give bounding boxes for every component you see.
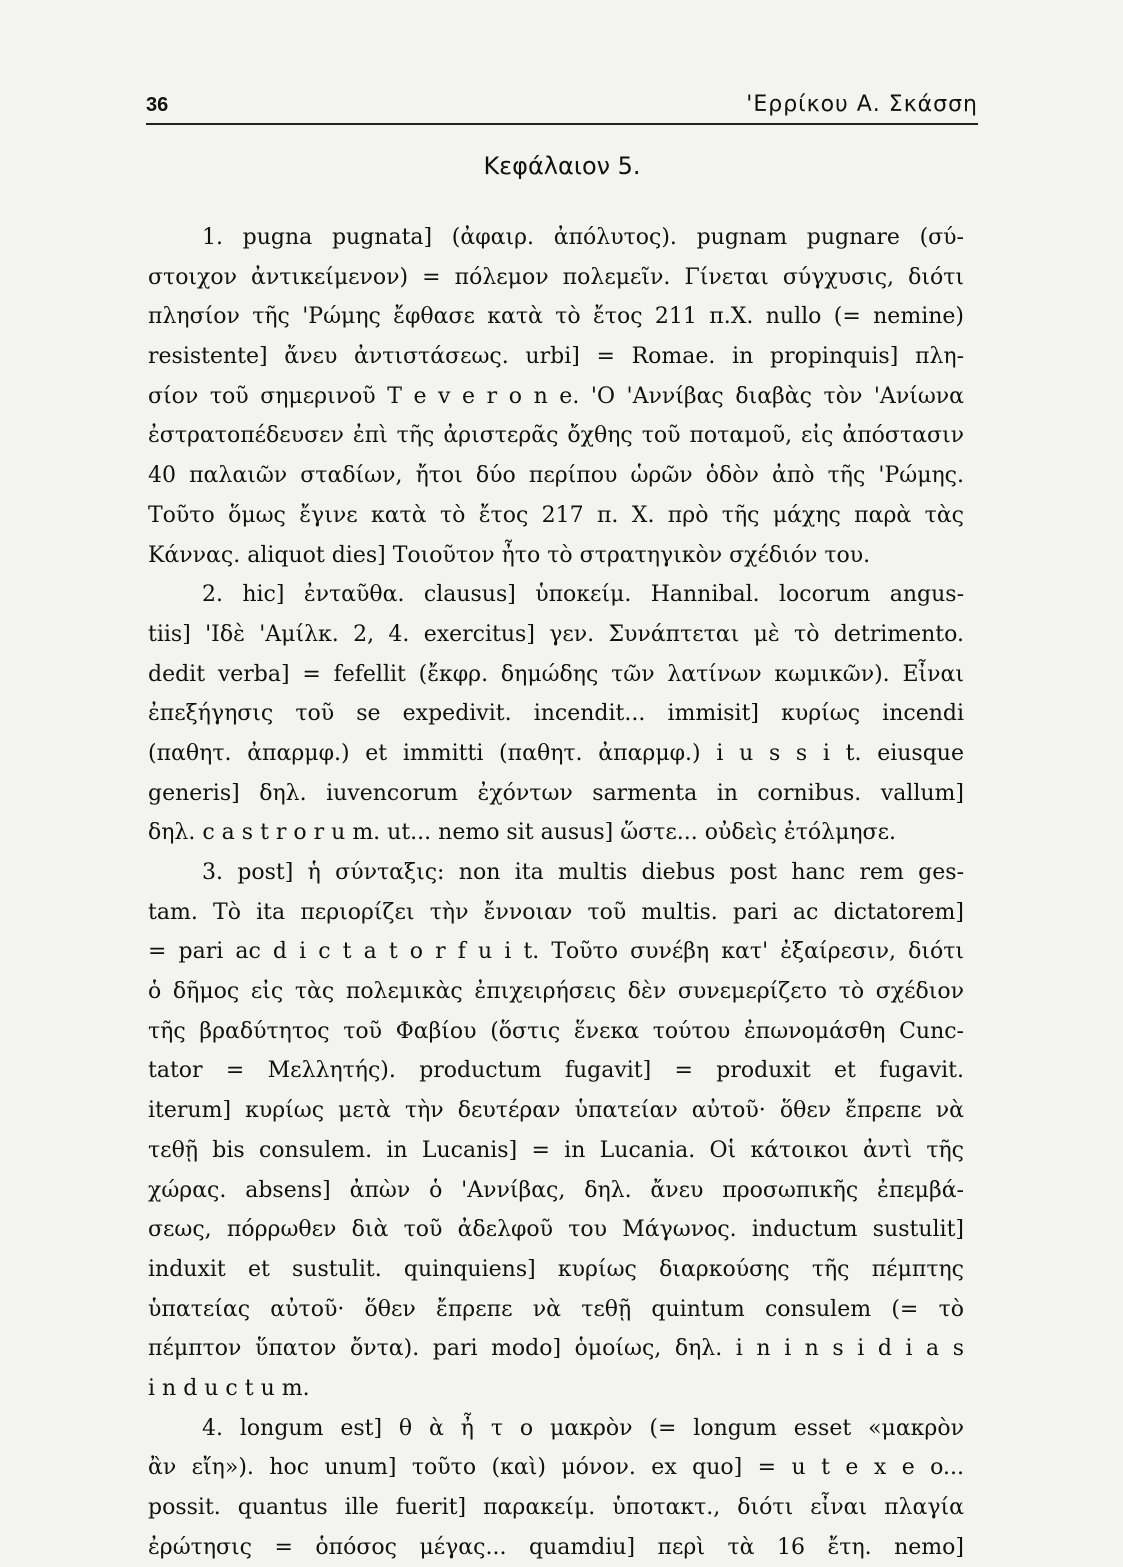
text-line: resistente] ἄνευ ἀντιστάσεως. urbi] = Romae. in propinquis] πλη- — [148, 344, 964, 370]
text-line: 40 παλαιῶν σταδίων, ἤτοι δύο περίπου ὡρῶν ὁδὸν ἀπὸ τῆς 'Ρώμης. — [148, 463, 964, 489]
text-line: Τοῦτο ὅμως ἔγινε κατὰ τὸ ἔτος 217 π. Χ. πρὸ τῆς μάχης παρὰ τὰς — [148, 502, 964, 528]
text-line: possit. quantus ille fuerit] παρακείμ. ὑποτακτ., διότι εἶναι πλαγία — [148, 1495, 964, 1520]
text-line: tator = Μελλητής). productum fugavit] = produxit et fugavit. — [148, 1058, 964, 1084]
text-line: i n d u c t u m. — [148, 1375, 310, 1401]
text-line: tiis] 'Ιδὲ 'Αμίλκ. 2, 4. exercitus] γεν. Συνάπτεται μὲ τὸ detrimento. — [148, 621, 964, 647]
text-line: = pari ac d i c t a t o r f u i t. Τοῦτο συνέβη κατ' ἐξαίρεσιν, διότι — [148, 939, 964, 965]
text-line: 2. hic] ἐνταῦθα. clausus] ὑποκείμ. Hannibal. locorum angus- — [202, 582, 964, 608]
text-line: ἂν εἴη»). hoc unum] τοῦτο (καὶ) μόνον. ex quo] = u t e x e o... — [148, 1455, 964, 1481]
text-line: στοιχον ἀντικείμενον) = πόλεμον πολεμεῖν. Γίνεται σύγχυσις, διότι — [148, 264, 964, 290]
text-line: ἐστρατοπέδευσεν ἐπὶ τῆς ἀριστερᾶς ὄχθης τοῦ ποταμοῦ, εἰς ἀπόστασιν — [148, 423, 964, 449]
text-line: ἐπεξήγησις τοῦ se expedivit. incendit... immisit] κυρίως incendi — [148, 701, 964, 727]
text-line: Κάννας. aliquot dies] Τοιοῦτον ἦτο τὸ στρατηγικὸν σχέδιόν του. — [148, 542, 871, 568]
text-line: σεως, πόρρωθεν διὰ τοῦ ἀδελφοῦ του Μάγωνος. inductum sustulit] — [148, 1217, 964, 1243]
commentary-text — [148, 218, 964, 1567]
text-line: χώρας. absens] ἀπὼν ὁ 'Αννίβας, δηλ. ἄνευ προσωπικῆς ἐπεμβά- — [148, 1177, 964, 1203]
text-line: dedit verba] = fefellit (ἔκφρ. δημώδης τῶν λατίνων κωμικῶν). Εἶναι — [148, 661, 964, 687]
text-line: 1. pugna pugnata] (ἀφαιρ. ἀπόλυτος). pugnam pugnare (σύ- — [202, 225, 964, 250]
running-header — [146, 92, 978, 125]
text-line: ὁ δῆμος εἰς τὰς πολεμικὰς ἐπιχειρήσεις δὲν συνεμερίζετο τὸ σχέδιον — [148, 979, 964, 1005]
text-line: σίον τοῦ σημερινοῦ T e v e r o n e. 'Ο 'Αννίβας διαβὰς τὸν 'Ανίωνα — [148, 383, 964, 409]
text-line: iterum] κυρίως μετὰ τὴν δευτέραν ὑπατείαν αὐτοῦ· ὅθεν ἔπρεπε νὰ — [148, 1098, 964, 1124]
chapter-title: Κεφάλαιον 5. — [483, 152, 641, 180]
text-line: (παθητ. ἀπαρμφ.) et immitti (παθητ. ἀπαρμφ.) i u s s i t. eiusque — [148, 740, 964, 766]
page-number: 36 — [146, 94, 169, 116]
text-line: 3. post] ἡ σύνταξις: non ita multis diebus post hanc rem ges- — [202, 860, 964, 885]
text-line: ἐρώτησις = ὁπόσος μέγας... quamdiu] περὶ τὰ 16 ἔτη. nemo] — [148, 1534, 964, 1560]
text-line: 4. longum est] θ ὰ ἦ τ ο μακρὸν (= longum esset «μακρὸν — [202, 1415, 964, 1441]
running-head-author: 'Ερρίκου Α. Σκάσση — [746, 92, 978, 117]
text-line: τεθῇ bis consulem. in Lucanis] = in Lucania. Οἱ κάτοικοι ἀντὶ τῆς — [148, 1137, 964, 1163]
text-line: πέμπτον ὕπατον ὄντα). pari modo] ὁμοίως, δηλ. i n i n s i d i a s — [148, 1336, 964, 1362]
text-line: δηλ. c a s t r o r u m. ut... nemo sit ausus] ὥστε... οὐδεὶς ἐτόλμησε. — [148, 820, 896, 846]
text-line: generis] δηλ. iuvencorum ἐχόντων sarmenta in cornibus. vallum] — [148, 780, 964, 806]
text-line: τῆς βραδύτητος τοῦ Φαβίου (ὅστις ἕνεκα τούτου ἐπωνομάσθη Cunc- — [148, 1018, 964, 1044]
text-line: tam. Τὸ ita περιορίζει τὴν ἔννοιαν τοῦ multis. pari ac dictatorem] — [148, 899, 964, 925]
text-line: ὑπατείας αὐτοῦ· ὅθεν ἔπρεπε νὰ τεθῇ quintum consulem (= τὸ — [148, 1296, 964, 1322]
text-line: πλησίον τῆς 'Ρώμης ἔφθασε κατὰ τὸ ἔτος 211 π.Χ. nullo (= nemine) — [148, 304, 964, 330]
text-line: induxit et sustulit. quinquiens] κυρίως διαρκούσης τῆς πέμπτης — [148, 1256, 964, 1282]
